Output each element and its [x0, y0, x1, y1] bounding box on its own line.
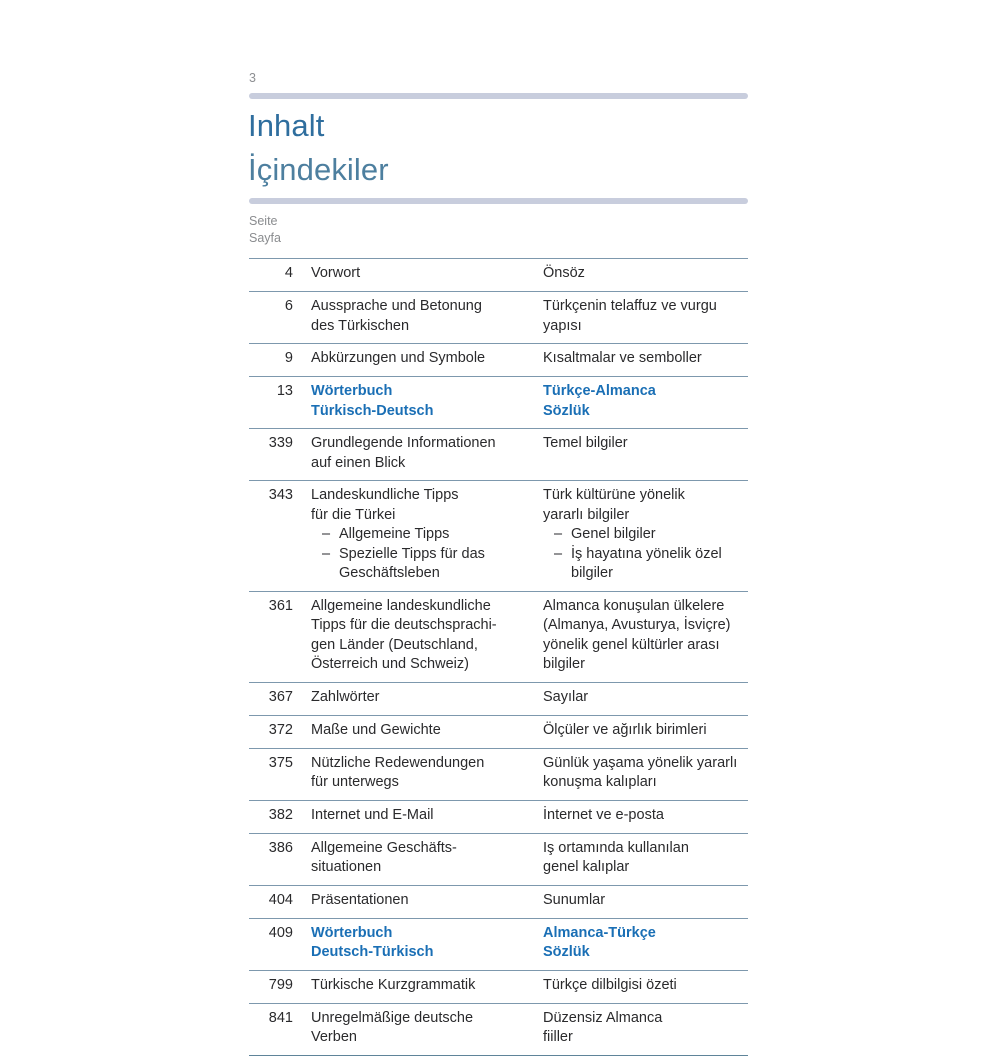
row-title-turkish-line: Sunumlar: [543, 891, 606, 908]
row-title-german-line: Abkürzungen und Symbole: [311, 350, 486, 366]
row-spacer: [249, 349, 748, 369]
row-title-german-line: Internet und E-Mail: [311, 806, 434, 823]
row-spacer: [249, 839, 748, 878]
row-title-german-line: Zahlwörter: [311, 688, 380, 705]
column-caption-turkish: Sayfa: [249, 230, 281, 245]
row-title-turkish-sub-line: İş hayatına yönelik özel: [571, 545, 722, 562]
table-row[interactable]: [249, 291, 748, 343]
table-row[interactable]: [249, 1003, 748, 1056]
row-title-turkish-line: Türkçe-Almanca: [543, 383, 656, 399]
row-title-turkish-line: bilgiler: [543, 656, 585, 672]
row-title-german-line: für unterwegs: [311, 774, 399, 790]
page-title-german: Inhalt: [248, 108, 325, 143]
row-title-german-line: Präsentationen: [311, 891, 409, 908]
row-title-turkish-line: Türkçenin telaffuz ve vurgu: [543, 298, 717, 314]
row-page-number: 372: [268, 721, 293, 738]
row-page-number: 13: [276, 383, 293, 399]
row-page-number: 361: [268, 597, 293, 614]
column-caption-german: Seite: [249, 214, 278, 228]
row-title-german-line: Maße und Gewichte: [311, 721, 441, 738]
row-spacer: [249, 806, 748, 826]
table-row[interactable]: [249, 885, 748, 918]
row-title-turkish-line: Almanca konuşulan ülkelere: [543, 597, 725, 614]
row-title-german-line: Deutsch-Türkisch: [311, 944, 434, 960]
row-title-turkish-line: Temel bilgiler: [543, 435, 628, 451]
row-title-turkish-line: Iş ortamında kullanılan: [543, 839, 689, 856]
row-title-turkish-line: fiiller: [543, 1029, 573, 1045]
row-title-german-line: Grundlegende Informationen: [311, 435, 496, 451]
page-title-turkish: İçindekiler: [248, 152, 389, 187]
row-title-turkish-line: yönelik genel kültürler arası: [543, 636, 720, 653]
row-spacer: [249, 486, 748, 584]
row-title-turkish-sub-line: bilgiler: [571, 565, 613, 581]
row-title-turkish-line: Kısaltmalar ve semboller: [543, 350, 702, 366]
row-spacer: [249, 382, 748, 421]
table-row[interactable]: [249, 748, 748, 800]
row-title-german-sub-line: Spezielle Tipps für das: [339, 545, 485, 562]
table-row[interactable]: [249, 376, 748, 428]
row-title-turkish-line: Düzensiz Almanca: [543, 1009, 663, 1026]
table-row[interactable]: [249, 258, 748, 291]
table-row[interactable]: [249, 918, 748, 970]
table-row[interactable]: [249, 428, 748, 480]
table-of-contents: [249, 258, 748, 1056]
dash-icon: –: [554, 526, 563, 542]
dash-icon: –: [554, 545, 563, 562]
row-title-german-line: des Türkischen: [311, 317, 410, 334]
row-title-german-line: Landeskundliche Tipps: [311, 487, 459, 503]
row-page-number: 382: [268, 806, 293, 823]
row-spacer: [249, 264, 748, 284]
row-title-german-line: Nützliche Redewendungen: [311, 754, 485, 771]
table-row[interactable]: [249, 800, 748, 833]
row-title-german-line: situationen: [311, 859, 382, 875]
dash-icon: –: [322, 545, 331, 562]
row-title-german-line: Vorwort: [311, 265, 361, 281]
row-page-number: 343: [268, 487, 293, 503]
row-spacer: [249, 721, 748, 741]
row-title-turkish-line: Sayılar: [543, 688, 589, 705]
row-spacer: [249, 976, 748, 996]
header-rule-top: [249, 93, 748, 99]
row-title-turkish-line: konuşma kalıpları: [543, 774, 657, 790]
row-title-turkish-line: Sözlük: [543, 402, 590, 419]
row-page-number: 339: [268, 435, 293, 451]
row-title-german-line: gen Länder (Deutschland,: [311, 636, 478, 653]
table-row[interactable]: [249, 343, 748, 376]
row-title-turkish-line: yararlı bilgiler: [543, 506, 630, 523]
row-title-turkish-sub-line: Genel bilgiler: [571, 526, 656, 542]
row-title-turkish-line: Sözlük: [543, 944, 590, 960]
row-title-german-line: Allgemeine Geschäfts-: [311, 839, 457, 856]
row-title-german-line: Wörterbuch: [311, 383, 393, 399]
row-title-turkish-line: Ölçüler ve ağırlık birimleri: [543, 721, 707, 738]
table-row[interactable]: [249, 715, 748, 748]
row-spacer: [249, 924, 748, 963]
row-spacer: [249, 434, 748, 473]
row-title-turkish-line: Türkçe dilbilgisi özeti: [543, 976, 677, 993]
row-title-german-line: Unregelmäßige deutsche: [311, 1009, 474, 1026]
row-title-german-line: Türkische Kurzgrammatik: [311, 976, 476, 993]
folio-page-number: 3: [249, 71, 257, 85]
row-page-number: 4: [284, 265, 293, 281]
row-page-number: 404: [268, 891, 293, 908]
row-page-number: 375: [268, 754, 293, 771]
table-row[interactable]: [249, 682, 748, 715]
table-row[interactable]: [249, 970, 748, 1003]
row-page-number: 799: [268, 976, 293, 993]
row-title-turkish-line: (Almanya, Avusturya, İsviçre): [543, 617, 731, 633]
row-title-turkish-line: Önsöz: [543, 265, 585, 281]
row-title-german-line: Tipps für die deutschsprachi-: [311, 617, 497, 633]
row-title-german-line: Österreich und Schweiz): [311, 656, 469, 672]
row-spacer: [249, 1009, 748, 1048]
row-title-german-sub-line: Geschäftsleben: [339, 565, 440, 581]
row-spacer: [249, 597, 748, 675]
table-row[interactable]: [249, 480, 748, 591]
row-title-german-line: Türkisch-Deutsch: [311, 402, 434, 419]
table-row[interactable]: [249, 591, 748, 682]
row-title-german-line: Aussprache und Betonung: [311, 298, 482, 314]
column-caption: [249, 213, 281, 246]
row-title-turkish-line: genel kalıplar: [543, 859, 630, 875]
row-page-number: 9: [284, 350, 293, 366]
row-title-german-line: Wörterbuch: [311, 924, 393, 941]
row-title-turkish-line: Türk kültürüne yönelik: [543, 487, 685, 503]
row-page-number: 6: [284, 298, 293, 314]
row-title-turkish-line: Günlük yaşama yönelik yararlı: [543, 754, 738, 771]
row-title-turkish-line: yapısı: [543, 317, 582, 334]
row-spacer: [249, 297, 748, 336]
row-spacer: [249, 891, 748, 911]
row-title-german-line: Verben: [311, 1029, 357, 1045]
row-title-turkish-line: İnternet ve e-posta: [543, 806, 664, 823]
row-title-german-line: auf einen Blick: [311, 454, 406, 471]
row-title-german-sub-line: Allgemeine Tipps: [339, 526, 450, 542]
row-spacer: [249, 754, 748, 793]
row-page-number: 367: [268, 688, 293, 705]
row-title-german-line: Allgemeine landeskundliche: [311, 597, 491, 614]
row-page-number: 386: [268, 839, 293, 856]
row-page-number: 409: [268, 924, 293, 941]
row-page-number: 841: [268, 1009, 293, 1026]
row-title-turkish-line: Almanca-Türkçe: [543, 924, 656, 941]
header-rule-bottom: [249, 198, 748, 204]
row-title-german-line: für die Türkei: [311, 506, 396, 523]
dash-icon: –: [322, 526, 331, 542]
table-row[interactable]: [249, 833, 748, 885]
row-spacer: [249, 688, 748, 708]
